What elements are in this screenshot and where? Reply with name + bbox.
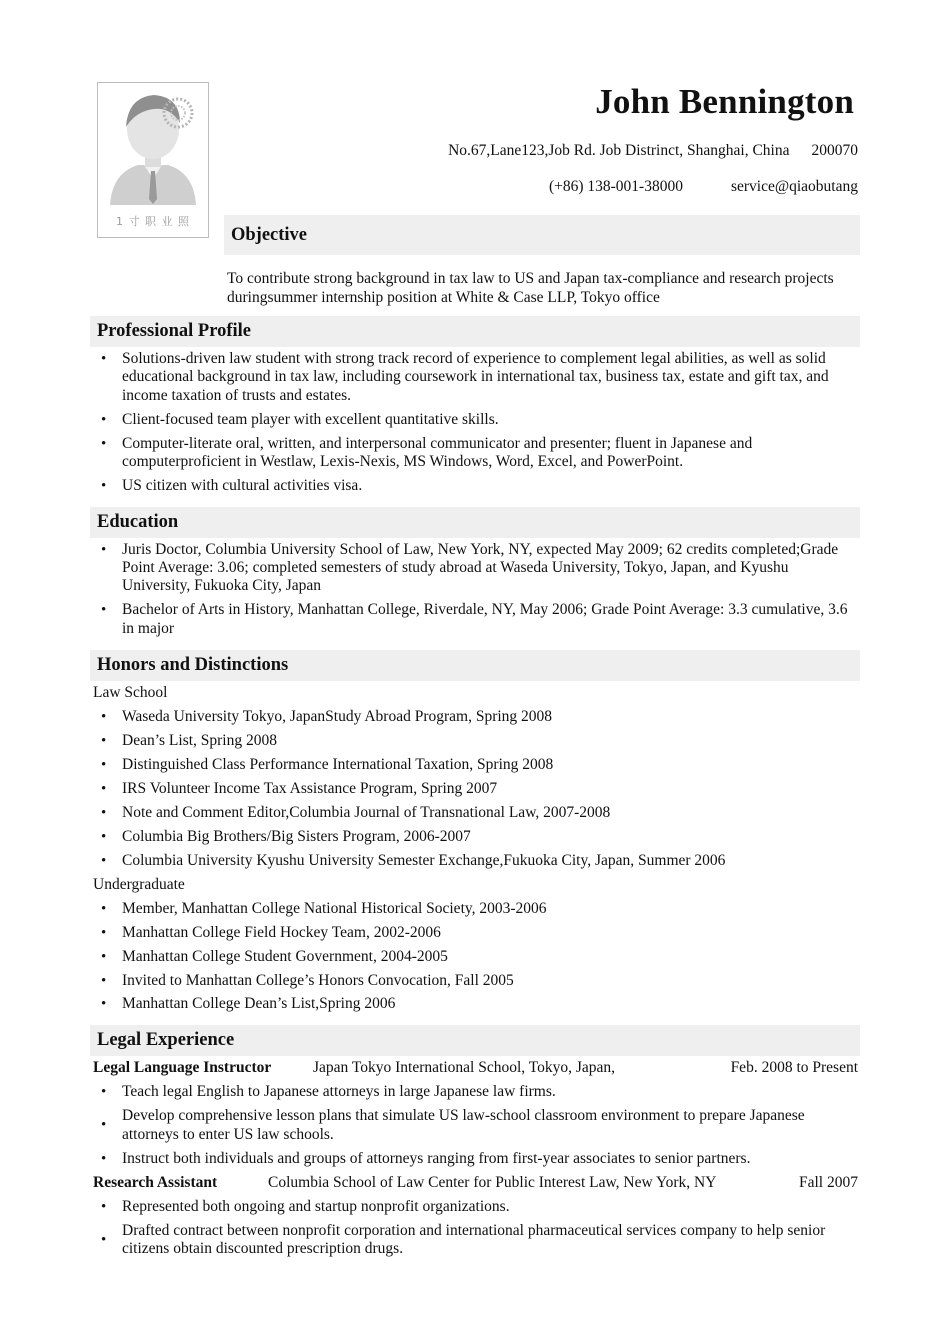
list-item: • Dean’s List, Spring 2008 xyxy=(90,732,860,750)
job-date: Fall 2007 xyxy=(799,1173,858,1191)
list-item: • Manhattan College Student Government, 2004-2005 xyxy=(90,948,860,966)
phone: (+86) 138-001-38000 xyxy=(548,178,683,195)
list-item: • Represented both ongoing and startup nonprofit organizations. xyxy=(90,1198,860,1216)
education-heading: Education xyxy=(90,507,860,538)
experience-heading: Legal Experience xyxy=(90,1025,860,1056)
photo-caption: 1 寸 职 业 照 xyxy=(116,215,190,228)
email: service@qiaobutang xyxy=(730,178,858,195)
list-item: • Manhattan College Dean’s List,Spring 2006 xyxy=(90,995,860,1013)
job-role: Research Assistant xyxy=(93,1173,218,1191)
address: No.67,Lane123,Job Rd. Job Distrinct, Shanghai, China xyxy=(448,142,790,159)
education-list xyxy=(90,541,860,638)
list-item: • Columbia Big Brothers/Big Sisters Program, 2006-2007 xyxy=(90,828,860,846)
list-item: • Note and Comment Editor,Columbia Journal of Transnational Law, 2007-2008 xyxy=(90,804,860,822)
profile-photo xyxy=(97,82,209,238)
list-item: • Member, Manhattan College National Historical Society, 2003-2006 xyxy=(90,900,860,918)
list-item: • Teach legal English to Japanese attorneys in large Japanese law firms. xyxy=(90,1083,860,1101)
list-item: • Columbia University Kyushu University Semester Exchange,Fukuoka City, Japan, Summer 2006 xyxy=(90,852,860,870)
list-item: • US citizen with cultural activities visa. xyxy=(90,477,860,495)
undergraduate-label: Undergraduate xyxy=(93,875,185,893)
honors-heading: Honors and Distinctions xyxy=(90,650,860,681)
job-duties-list xyxy=(90,1198,860,1259)
job-role: Legal Language Instructor xyxy=(93,1059,272,1077)
job-header xyxy=(90,1059,860,1077)
profile-heading: Professional Profile xyxy=(90,316,860,347)
undergrad-honors-list xyxy=(90,900,860,1014)
job-organization: Japan Tokyo International School, Tokyo, Japan, xyxy=(313,1059,616,1077)
list-item: • Computer-literate oral, written, and interpersonal communicator and presenter; fluent in Japanese and computerproficient in Westlaw, Lexis-Nexis, MS Windows, Word, Excel, and PowerPoint. xyxy=(90,435,860,472)
list-item: • Client-focused team player with excellent quantitative skills. xyxy=(90,411,860,429)
list-item: • IRS Volunteer Income Tax Assistance Program, Spring 2007 xyxy=(90,780,860,798)
list-item: • Invited to Manhattan College’s Honors Convocation, Fall 2005 xyxy=(90,972,860,990)
job-header xyxy=(90,1174,860,1192)
postcode: 200070 xyxy=(811,142,858,159)
objective-heading: Objective xyxy=(224,215,860,255)
resume-body xyxy=(90,316,860,1264)
list-item: • Distinguished Class Performance International Taxation, Spring 2008 xyxy=(90,756,860,774)
list-item: • Instruct both individuals and groups of attorneys ranging from first-year associates to senior partners. xyxy=(90,1150,860,1168)
list-item: • Drafted contract between nonprofit corporation and international pharmaceutical services company to help senior citizens obtain discounted prescription drugs. xyxy=(90,1222,860,1259)
candidate-name: John Bennington xyxy=(595,82,854,121)
list-item: • Solutions-driven law student with strong track record of experience to complement legal abilities, as well as solid educational background in tax law, including coursework in international tax, business tax, estate and gift tax, and income taxation of trusts and estates. xyxy=(90,350,860,405)
job-organization: Columbia School of Law Center for Public Interest Law, New York, NY xyxy=(268,1173,717,1191)
law-honors-list xyxy=(90,708,860,870)
law-school-label: Law School xyxy=(93,683,168,701)
job-date: Feb. 2008 to Present xyxy=(730,1059,858,1077)
job-duties-list xyxy=(90,1083,860,1168)
list-item: • Develop comprehensive lesson plans that simulate US law-school classroom environment to prepare Japanese attorneys to enter US law schools. xyxy=(90,1107,860,1144)
list-item: • Bachelor of Arts in History, Manhattan College, Riverdale, NY, May 2006; Grade Point Average: 3.3 cumulative, 3.6 in major xyxy=(90,601,860,638)
list-item: • Juris Doctor, Columbia University School of Law, New York, NY, expected May 2009; 62 credits completed;Grade Point Average: 3.06; completed semesters of study abroad at Waseda University, Tokyo, Japan, and Kyushu University, Fukuoka City, Japan xyxy=(90,541,860,596)
contact-line xyxy=(549,178,858,196)
profile-list xyxy=(90,350,860,495)
objective-text: To contribute strong background in tax law to US and Japan tax-compliance and research projects duringsummer internship position at White & Case LLP, Tokyo office xyxy=(227,270,834,306)
list-item: • Manhattan College Field Hockey Team, 2002-2006 xyxy=(90,924,860,942)
list-item: • Waseda University Tokyo, JapanStudy Abroad Program, Spring 2008 xyxy=(90,708,860,726)
address-line xyxy=(448,142,858,160)
